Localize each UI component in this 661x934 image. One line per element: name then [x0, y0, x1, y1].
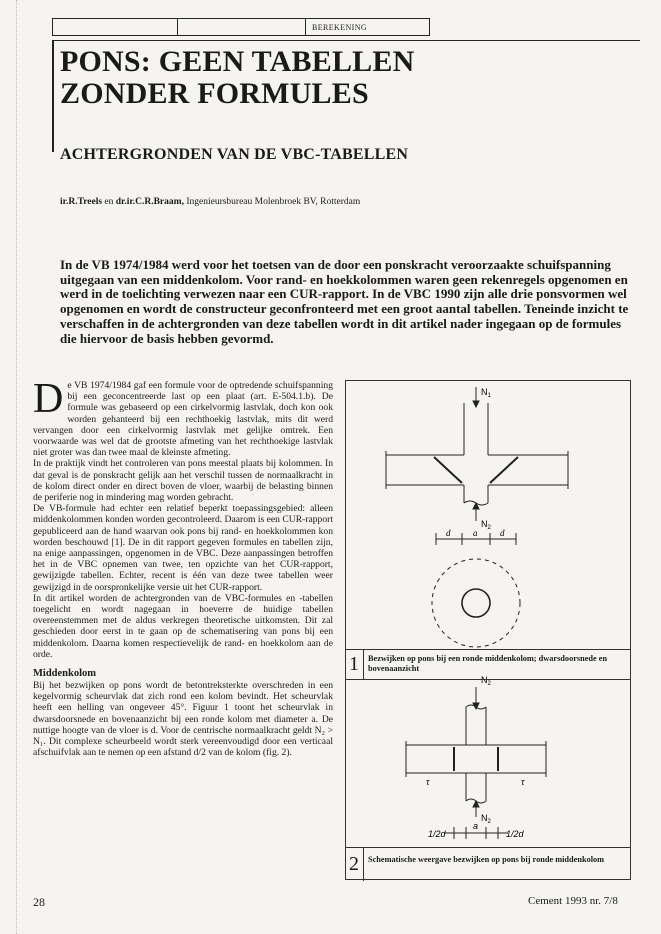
- section-heading: Middenkolom: [33, 668, 97, 680]
- title-line-2: ZONDER FORMULES: [60, 77, 369, 110]
- figure-divider: [363, 649, 364, 679]
- dim-label-half-d: 1/2d: [428, 829, 446, 839]
- article-title: [60, 46, 620, 110]
- crack-perimeter: [432, 559, 520, 647]
- affiliation: Ingenieursbureau Molenbroek BV, Rotterdam: [183, 197, 361, 207]
- body-paragraph: In dit artikel worden de achtergronden van de VBC-formules en -tabellen toegelicht en wordt nagegaan in hoeverre de huidige tabellen overeenstemmen met de aldus verkregen theoretische uitkomsten. Dit zal geschieden door eerst in te gaan op de schematisering van pons bij een middenkolom. Daarna komen respectievelijk de rand- en hoekkolom aan de orde.: [33, 592, 333, 660]
- title-rule: [52, 40, 640, 41]
- body-paragraph: Bij het bezwijken op pons wordt de betontreksterkte overschreden in een kegelvormig scheurvlak dat zich rond een kolom bevindt. Het scheurvlak heeft een helling van ongeveer 45°. Figuur 1 toont het scheurvlak in dwarsdoorsnede en bovenaanzicht bij een ronde kolom met diameter a. De nuttige hoogte van de vloer is d. Voor de centrische normaalkracht geldt N₂ > N₁. Dit complexe scheurbeeld wordt sterk vereenvoudigd door een verticaal afschuifvlak aan te nemen op een afstand d/2 van de kolom (fig. 2).: [33, 680, 333, 759]
- figure-2-number: 2: [349, 853, 359, 875]
- body-paragraph: In de praktijk vindt het controleren van pons meestal plaats bij kolommen. In dat geval is de ponskracht gelijk aan het verschil tussen de normaalkracht in de kolom direct onder en direct boven de vloer, waarbij de belasting binnen de periferie nog in mindering mag worden gebracht.: [33, 458, 333, 504]
- page-number: 28: [33, 895, 45, 909]
- figure-panel: [345, 380, 631, 880]
- tau-label-left: τ: [426, 777, 430, 788]
- crack-line: [434, 457, 462, 483]
- dim-label-a: a: [473, 528, 478, 538]
- figure-1-section: [386, 387, 568, 545]
- figure-1-caption: Bezwijken op pons bij een ronde middenkolom; dwarsdoorsnede en bovenaanzicht: [368, 654, 608, 673]
- header-cell: [178, 19, 306, 35]
- figure-2-section: [406, 687, 546, 839]
- figure-drawings: [346, 381, 632, 881]
- body-column: [33, 376, 333, 759]
- dim-label-a: a: [473, 821, 479, 831]
- article-subtitle: ACHTERGRONDEN VAN DE VBC-TABELLEN: [60, 146, 409, 163]
- figure-1-number: 1: [349, 653, 359, 675]
- column-outline: [462, 589, 490, 617]
- author-2: dr.ir.C.R.Braam,: [115, 197, 184, 207]
- drop-cap: D: [33, 376, 64, 422]
- label-n1: $N_2$: [481, 675, 491, 687]
- dim-label-d: d: [500, 528, 505, 538]
- issue-label: Cement 1993 nr. 7/8: [528, 895, 618, 907]
- body-text: e VB 1974/1984 gaf een formule voor de optredende schuifspanning bij een geconcentreerde last op een plaat (art. E-504.1.b). De formule was gebaseerd op een cirkelvormig lastvlak, doch kon ook worden gehanteerd bij een rechthoekig lastvlak, mits dit werd vervangen door een cirkelvormig lastvlak met gelijke omtrek. Een voorwaarde was wel dat de grootste afmeting van het rechthoekige lastvlak niet groter was dan twee maal de kleinste afmeting.: [33, 380, 333, 459]
- body-paragraph: [33, 376, 333, 459]
- figure-divider: [346, 847, 630, 848]
- dim-label-d: d: [446, 528, 451, 538]
- crack-line: [490, 457, 518, 483]
- tau-label-right: τ: [521, 777, 525, 788]
- label-n2: $N_2$: [481, 519, 491, 531]
- author-1: ir.R.Treels: [60, 197, 103, 207]
- arrow-head: [473, 401, 479, 407]
- lead-paragraph: In de VB 1974/1984 werd voor het toetsen van de door een ponskracht veroorzaakte schuifspanning uitgegaan van een middenkolom. Voor rand- en hoekkolommen waren geen rekenregels opgenomen en werd in de toelichting verwezen naar een CUR-rapport. In de VBC 1990 zijn alle drie ponsvormen wel opgenomen en wordt de constructeur geconfronteerd met een groot aantal tabellen. Teneinde inzicht te verschaffen in de achtergronden van deze tabellen wordt in dit artikel nader ingegaan op de formules die hiervoor de basis hebben gevormd.: [60, 257, 629, 346]
- figure-2-caption: Schematische weergave bezwijken op pons bij ronde middenkolom: [368, 855, 605, 864]
- label-n1: $N_1$: [481, 387, 491, 399]
- figure-divider: [346, 649, 630, 650]
- author-joiner: en: [102, 197, 116, 207]
- figure-divider: [346, 679, 630, 680]
- header-cell: [53, 19, 178, 35]
- figure-1-plan: [432, 559, 520, 647]
- dim-label-half-d: 1/2d: [506, 829, 524, 839]
- label-n2: $N_2$: [481, 813, 491, 825]
- title-bar: [52, 40, 54, 152]
- section-header: [52, 18, 430, 36]
- body-paragraph: De VB-formule had echter een relatief beperkt toepassingsgebied: alleen middenkolommen konden worden gecontroleerd. Daarom is een CUR-rapport gepubliceerd aan de hand waarvan ook pons bij rand- en hoekkolommen kon worden beschouwd [1]. De in dit rapport gegeven formules en tabellen zijn, na enige aanpassingen, opgenomen in de VBC. Deze aanpassingen betroffen het in de VBC opnemen van twee, ten opzichte van het CUR-rapport, gewijzigde tabellen. Echter, recent is één van deze twee tabellen weer gewijzigd in de oorspronkelijke versie uit het CUR-rapport.: [33, 503, 333, 593]
- authors-line: [60, 197, 360, 207]
- section-label: BEREKENING: [312, 23, 368, 32]
- scan-edge: [16, 0, 17, 934]
- figure-divider: [363, 847, 364, 881]
- title-line-1: PONS: GEEN TABELLEN: [60, 45, 415, 78]
